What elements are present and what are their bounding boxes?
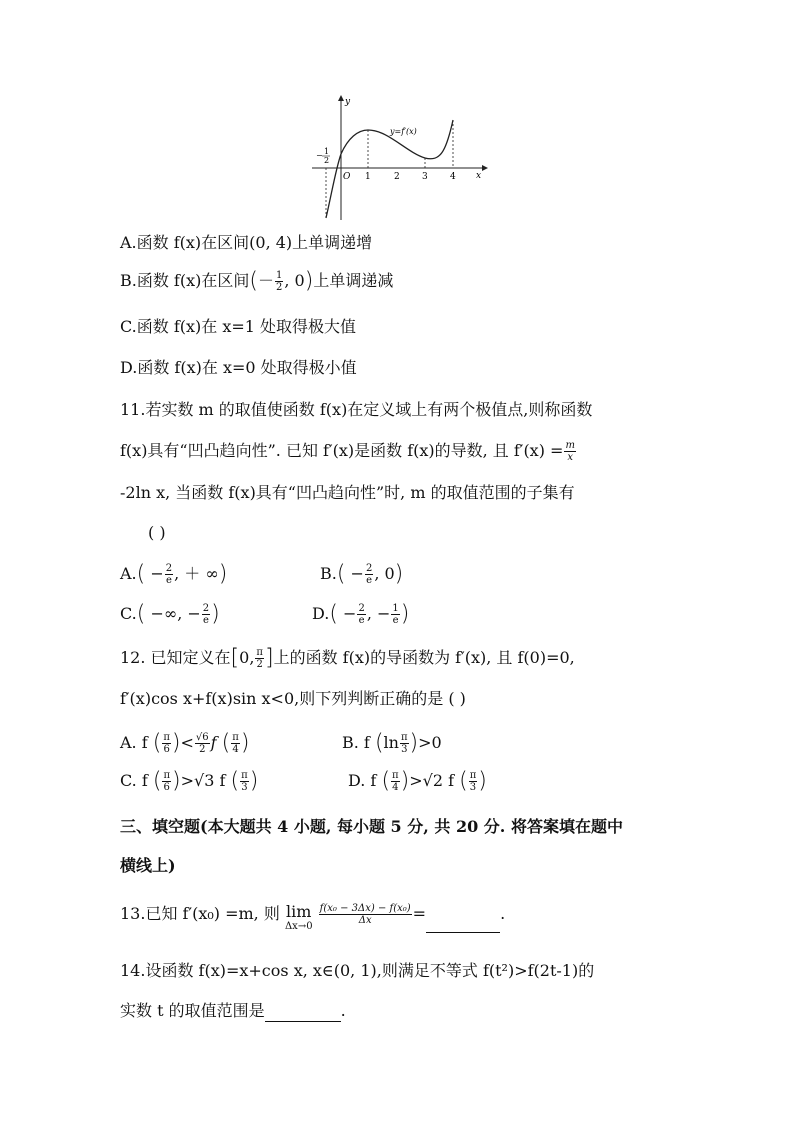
q11-x: x	[567, 452, 574, 463]
q11-d-label: D.	[312, 604, 330, 623]
paren: )	[409, 730, 419, 756]
frac	[195, 732, 210, 755]
paren: )	[394, 561, 404, 587]
q11-b-label: B.	[320, 564, 337, 583]
paren: (	[459, 768, 468, 794]
q13-answer-blank[interactable]	[426, 916, 500, 933]
den: 2	[199, 744, 206, 755]
lim-text: lim	[286, 902, 312, 921]
lim-sub: Δx→0	[284, 921, 313, 932]
q12-b-rest: >0	[418, 733, 442, 752]
den: 2	[256, 659, 263, 670]
q10-option-a: A.函数 f(x)在区间(0, 4)上单调递增	[120, 233, 373, 252]
q12-zero: 0,	[239, 648, 255, 667]
q11-option-d	[312, 603, 409, 626]
num: π	[163, 770, 171, 781]
q11-a-rest: , ＋ ∞	[174, 564, 219, 583]
num: π	[232, 732, 239, 743]
q10-option-c: C.函数 f(x)在 x=1 处取得极大值	[120, 317, 357, 336]
q11-d-frac2	[391, 603, 399, 626]
den: e	[366, 575, 373, 586]
q10-b-den: 2	[275, 282, 283, 293]
q12-d-label: D. f	[348, 771, 377, 790]
q13-eq: =	[412, 904, 427, 923]
bracket: [	[230, 645, 240, 671]
frac	[240, 770, 249, 793]
tick-4: 4	[450, 172, 456, 182]
y-axis-label: y	[345, 97, 351, 107]
tick-2: 2	[394, 172, 400, 182]
q10-b-prefix: B.函数 f(x)在区间	[120, 271, 250, 290]
q10-b-rest: , 0	[284, 271, 305, 290]
q12-option-a	[120, 732, 249, 755]
paren: (	[336, 561, 346, 587]
q10-option-d: D.函数 f(x)在 x=0 处取得极小值	[120, 358, 357, 377]
q12-line1	[120, 647, 575, 670]
q11-option-a	[120, 563, 227, 586]
paren: )	[249, 768, 259, 794]
minus: −	[343, 604, 357, 623]
origin-label: O	[343, 172, 351, 182]
q12-a-mid: <	[180, 733, 194, 752]
paren: )	[171, 730, 181, 756]
q11-answer-paren: ( )	[148, 523, 166, 542]
q14-answer-blank[interactable]	[265, 1005, 341, 1022]
tick-3: 3	[422, 172, 428, 182]
q13-end: .	[500, 904, 506, 923]
neg-sign: −	[316, 151, 323, 160]
q11-line2	[120, 440, 577, 463]
q12-b-label: B. f	[342, 733, 370, 752]
q14-prefix: 实数 t 的取值范围是	[120, 1001, 265, 1020]
num: 1	[392, 603, 399, 614]
x-axis-arrow	[482, 165, 488, 171]
tick-1: 1	[365, 172, 371, 182]
den: 4	[232, 744, 239, 755]
den: e	[358, 615, 365, 626]
curve-label: y=f′(x)	[390, 127, 417, 136]
den: e	[165, 575, 172, 586]
paren: (	[221, 730, 231, 756]
q14-line2	[120, 1000, 346, 1022]
den: 4	[392, 782, 399, 793]
q10-b-num: 1	[275, 270, 283, 281]
q10-b-suffix: 上单调递减	[313, 271, 394, 290]
num: 2	[165, 563, 173, 574]
paren: (	[152, 768, 162, 794]
q12-option-d	[348, 770, 487, 793]
frac	[469, 770, 478, 793]
q12-line2: f′(x)cos x+f(x)sin x<0,则下列判断正确的是 ( )	[120, 689, 466, 708]
q10-b-close: )	[304, 268, 314, 294]
q13-lim	[285, 903, 313, 933]
q12-option-b	[342, 732, 442, 755]
q11-c-pre: −∞, −	[150, 604, 201, 623]
frac	[391, 770, 400, 793]
q10-option-b	[120, 270, 393, 293]
q11-c-frac	[202, 603, 210, 626]
num: 2	[358, 603, 365, 614]
den: 3	[241, 782, 248, 793]
section3-heading-line1: 三、填空题(本大题共 4 小题, 每小题 5 分, 共 20 分. 将答案填在题中	[120, 817, 623, 836]
paren: (	[381, 768, 391, 794]
paren: )	[240, 730, 250, 756]
q11-m: m	[565, 440, 575, 451]
q12-option-c	[120, 770, 258, 793]
num: π	[400, 732, 408, 743]
q11-c-label: C.	[120, 604, 137, 623]
num: π	[256, 647, 263, 658]
q11-a-frac	[165, 563, 173, 586]
y-axis-arrow	[338, 95, 344, 101]
q13-frac	[319, 903, 412, 926]
den: e	[392, 615, 399, 626]
derivative-graph	[310, 92, 490, 224]
paren: (	[152, 730, 162, 756]
q11-a-label: A.	[120, 564, 137, 583]
q10-b-frac	[275, 270, 283, 293]
q11-line3: -2ln x, 当函数 f(x)具有“凹凸趋向性”时, m 的取值范围的子集有	[120, 483, 575, 502]
minus: −	[350, 564, 364, 583]
paren: )	[400, 601, 410, 627]
paren: )	[218, 561, 228, 587]
q11-b-frac	[365, 563, 373, 586]
paren: (	[230, 768, 240, 794]
q12-a-label: A. f	[120, 733, 148, 752]
den: 3	[401, 744, 408, 755]
num: √6	[195, 732, 209, 743]
q14-end: .	[340, 1001, 346, 1020]
q11-b-rest: , 0	[374, 564, 395, 583]
paren: (	[374, 730, 384, 756]
num: π	[163, 732, 170, 743]
q11-option-b	[320, 563, 403, 586]
den: 6	[163, 782, 170, 793]
paren: )	[400, 768, 410, 794]
q11-d-frac1	[357, 603, 365, 626]
q11-option-c	[120, 603, 220, 626]
neg-half-num: 1	[324, 147, 330, 156]
q11-d-mid: , −	[366, 604, 391, 623]
num: 2	[202, 603, 210, 614]
q12-prefix: 12. 已知定义在	[120, 648, 231, 667]
num: f(x₀ − 3Δx) − f(x₀)	[319, 903, 411, 914]
den: e	[202, 615, 209, 626]
paren: )	[172, 768, 181, 794]
neg-half-den: 2	[324, 156, 330, 165]
num: 2	[365, 563, 373, 574]
bracket: ]	[264, 645, 274, 671]
frac	[162, 732, 171, 755]
minus: −	[150, 564, 164, 583]
q11-mx-frac	[564, 440, 575, 463]
frac	[400, 732, 409, 755]
num: π	[392, 770, 399, 781]
q14-line1: 14.设函数 f(x)=x+cos x, x∈(0, 1),则满足不等式 f(t²)>f(2t-1)的	[120, 961, 595, 980]
q13-prefix: 13.已知 f′(x₀) =m, 则	[120, 904, 280, 923]
q12-a-f2: f	[210, 733, 217, 752]
den: 6	[163, 744, 170, 755]
q10-b-open: (	[249, 268, 258, 294]
den: 3	[469, 782, 477, 793]
q12-c-label: C. f	[120, 771, 148, 790]
q12-d-mid: >√2 f	[409, 771, 455, 790]
num: π	[241, 770, 248, 781]
section3-heading-line2: 横线上)	[120, 856, 176, 875]
paren: )	[478, 768, 487, 794]
q12-suffix: 上的函数 f(x)的导函数为 f′(x), 且 f(0)=0,	[273, 648, 575, 667]
paren: (	[329, 601, 338, 627]
frac	[162, 770, 171, 793]
q11-line1: 11.若实数 m 的取值使函数 f(x)在定义域上有两个极值点,则称函数	[120, 400, 593, 419]
num: π	[469, 770, 477, 781]
den: Δx	[358, 915, 372, 926]
frac	[231, 732, 240, 755]
paren: (	[136, 561, 146, 587]
q12-c-mid: >√3 f	[180, 771, 226, 790]
x-axis-label: x	[476, 171, 482, 181]
q12-b-ln: ln	[383, 733, 399, 752]
q13	[120, 903, 505, 933]
q10-b-minus: －	[257, 271, 274, 290]
paren: )	[211, 601, 220, 627]
q12-pi-half	[255, 647, 264, 670]
paren: (	[136, 601, 146, 627]
q11-line2-prefix: f(x)具有“凹凸趋向性”. 已知 f′(x)是函数 f(x)的导数, 且 f′(x) =	[120, 441, 564, 460]
